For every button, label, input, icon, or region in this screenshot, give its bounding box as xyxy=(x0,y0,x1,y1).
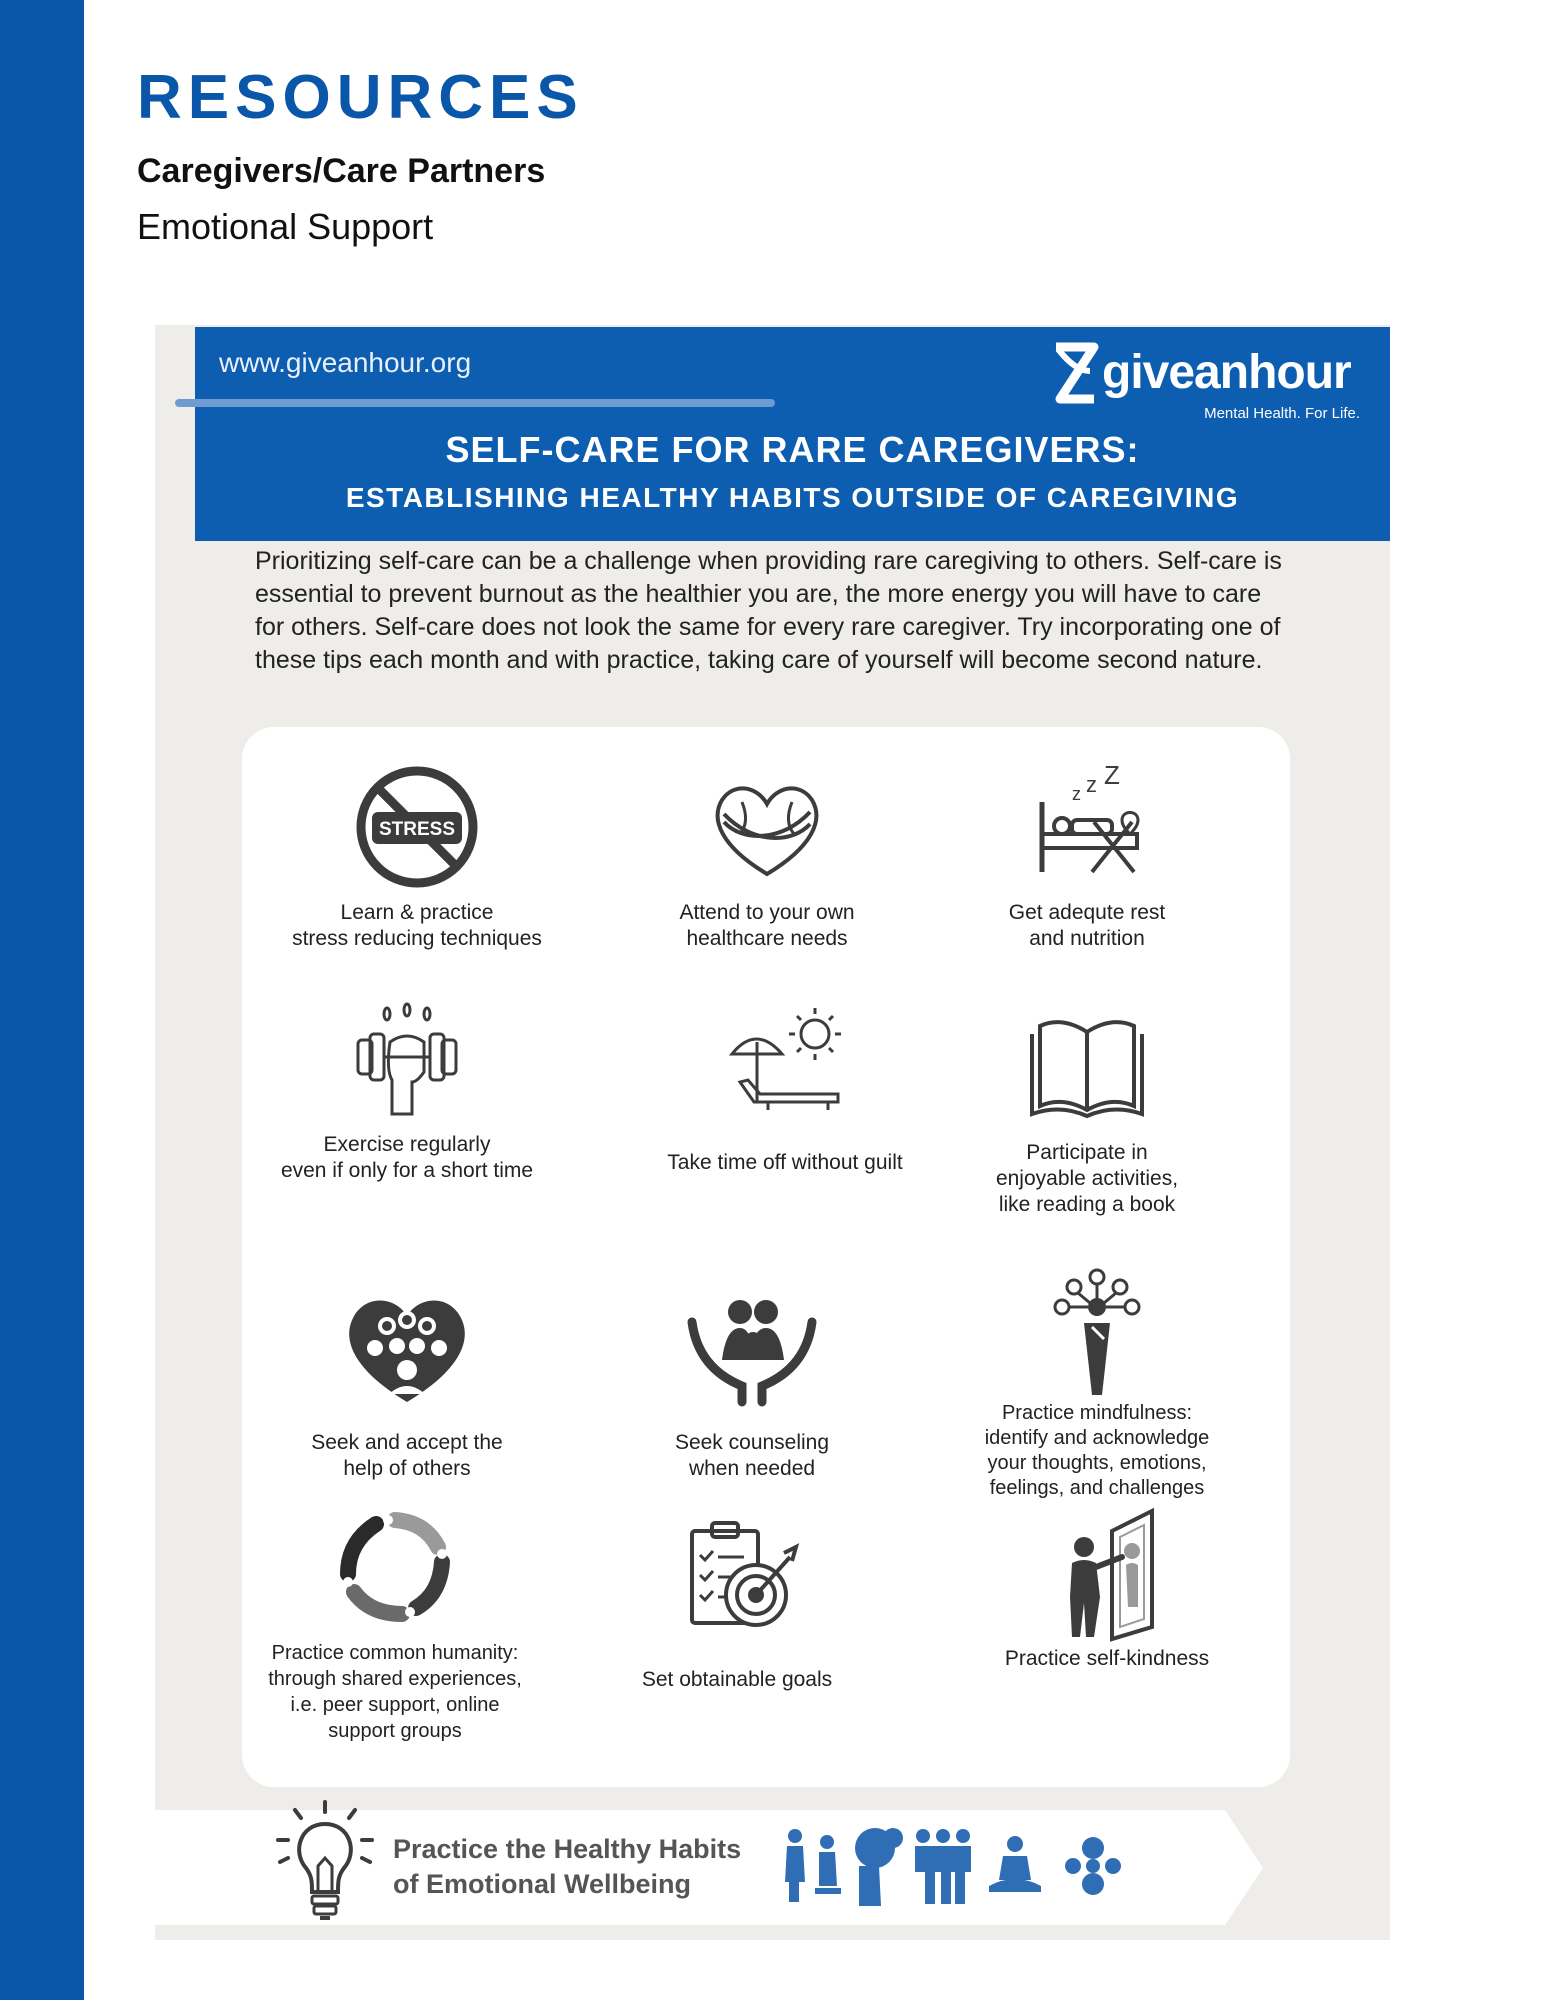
url-underline xyxy=(175,399,775,407)
self-care-flyer xyxy=(155,325,1390,1940)
no-stress-icon xyxy=(352,762,482,892)
tip-label: Seek and accept the help of others xyxy=(311,1431,503,1480)
tip-stress xyxy=(252,762,582,952)
section-label: Emotional Support xyxy=(137,206,434,247)
tip-common-humanity xyxy=(230,1502,560,1744)
page-title: RESOURCES xyxy=(137,63,584,132)
logo-wordmark: giveanhour xyxy=(1102,346,1351,399)
logo-tagline: Mental Health. For Life. xyxy=(1204,405,1360,422)
beach-umbrella-icon xyxy=(720,1002,850,1122)
tip-label: Take time off without guilt xyxy=(667,1151,903,1174)
tips-card xyxy=(242,727,1290,1787)
tip-mindfulness xyxy=(932,1267,1262,1501)
flyer-title: SELF-CARE FOR RARE CAREGIVERS: xyxy=(445,429,1140,470)
tip-counseling xyxy=(587,1282,917,1482)
open-book-icon xyxy=(1022,1002,1152,1122)
lightbulb-icon xyxy=(270,1800,380,1930)
tip-label: Seek counseling when needed xyxy=(674,1431,830,1480)
dumbbell-fist-icon xyxy=(342,1002,472,1122)
tip-label: Practice self-kindness xyxy=(1004,1647,1210,1670)
stress-sign-text: STRESS xyxy=(378,819,456,840)
tip-rest xyxy=(922,762,1252,952)
tip-time-off xyxy=(620,1002,950,1176)
tip-label: Practice mindfulness: identify and acknowledge your thoughts, emotions, feelings, and challenges xyxy=(984,1402,1210,1499)
left-accent-bar xyxy=(0,0,84,2000)
tip-healthcare xyxy=(602,762,932,952)
flyer-banner xyxy=(195,327,1390,541)
intro-paragraph: Prioritizing self-care can be a challenge when providing rare caregiving to others. Self-care is essential to prevent burnout as the healthier you are, the more energy you will have to care for others. Self-care does not look the same for every rare caregiver. Try incorporating one of these tips each month and with practice, taking care of yourself will become second nature. xyxy=(255,547,1282,674)
svg-text:Z: Z xyxy=(1104,762,1120,790)
mirror-self-icon xyxy=(1042,1507,1172,1642)
tip-label: Participate in enjoyable activities, like reading a book xyxy=(995,1141,1179,1216)
bed-rest-icon xyxy=(1022,762,1152,892)
linked-arms-icon xyxy=(330,1502,460,1632)
tip-exercise xyxy=(242,1002,572,1184)
tip-label: Set obtainable goals xyxy=(641,1668,833,1691)
svg-text:z: z xyxy=(1086,772,1097,797)
tip-self-kindness xyxy=(942,1507,1272,1672)
heart-people-icon xyxy=(337,1282,477,1412)
tip-help xyxy=(242,1282,572,1482)
tip-label: Exercise regularly even if only for a short time xyxy=(280,1133,534,1182)
goals-target-icon xyxy=(672,1517,802,1637)
tip-label: Attend to your own healthcare needs xyxy=(679,901,855,950)
tip-activities xyxy=(922,1002,1252,1218)
tip-goals xyxy=(572,1517,902,1693)
giveanhour-logo xyxy=(1050,335,1360,425)
flyer-footer xyxy=(155,1810,1390,1925)
website-url: www.giveanhour.org xyxy=(219,347,472,378)
flyer-subtitle: ESTABLISHING HEALTHY HABITS OUTSIDE OF CAREGIVING xyxy=(345,482,1240,513)
wellbeing-people-icons xyxy=(775,1822,1155,1912)
tip-label: Learn & practice stress reducing techniques xyxy=(292,901,542,950)
hourglass-icon xyxy=(1050,341,1100,411)
page-subtitle: Caregivers/Care Partners xyxy=(137,152,546,190)
footer-text: Practice the Healthy Habits of Emotional Wellbeing xyxy=(393,1834,742,1899)
tip-label: Get adequte rest and nutrition xyxy=(1008,901,1166,950)
mindfulness-icon xyxy=(1032,1267,1162,1397)
tip-label: Practice common humanity: through shared experiences, i.e. peer support, online support groups xyxy=(268,1642,522,1742)
svg-text:z: z xyxy=(1072,784,1081,804)
self-hug-heart-icon xyxy=(702,762,832,892)
hands-family-icon xyxy=(682,1282,822,1412)
